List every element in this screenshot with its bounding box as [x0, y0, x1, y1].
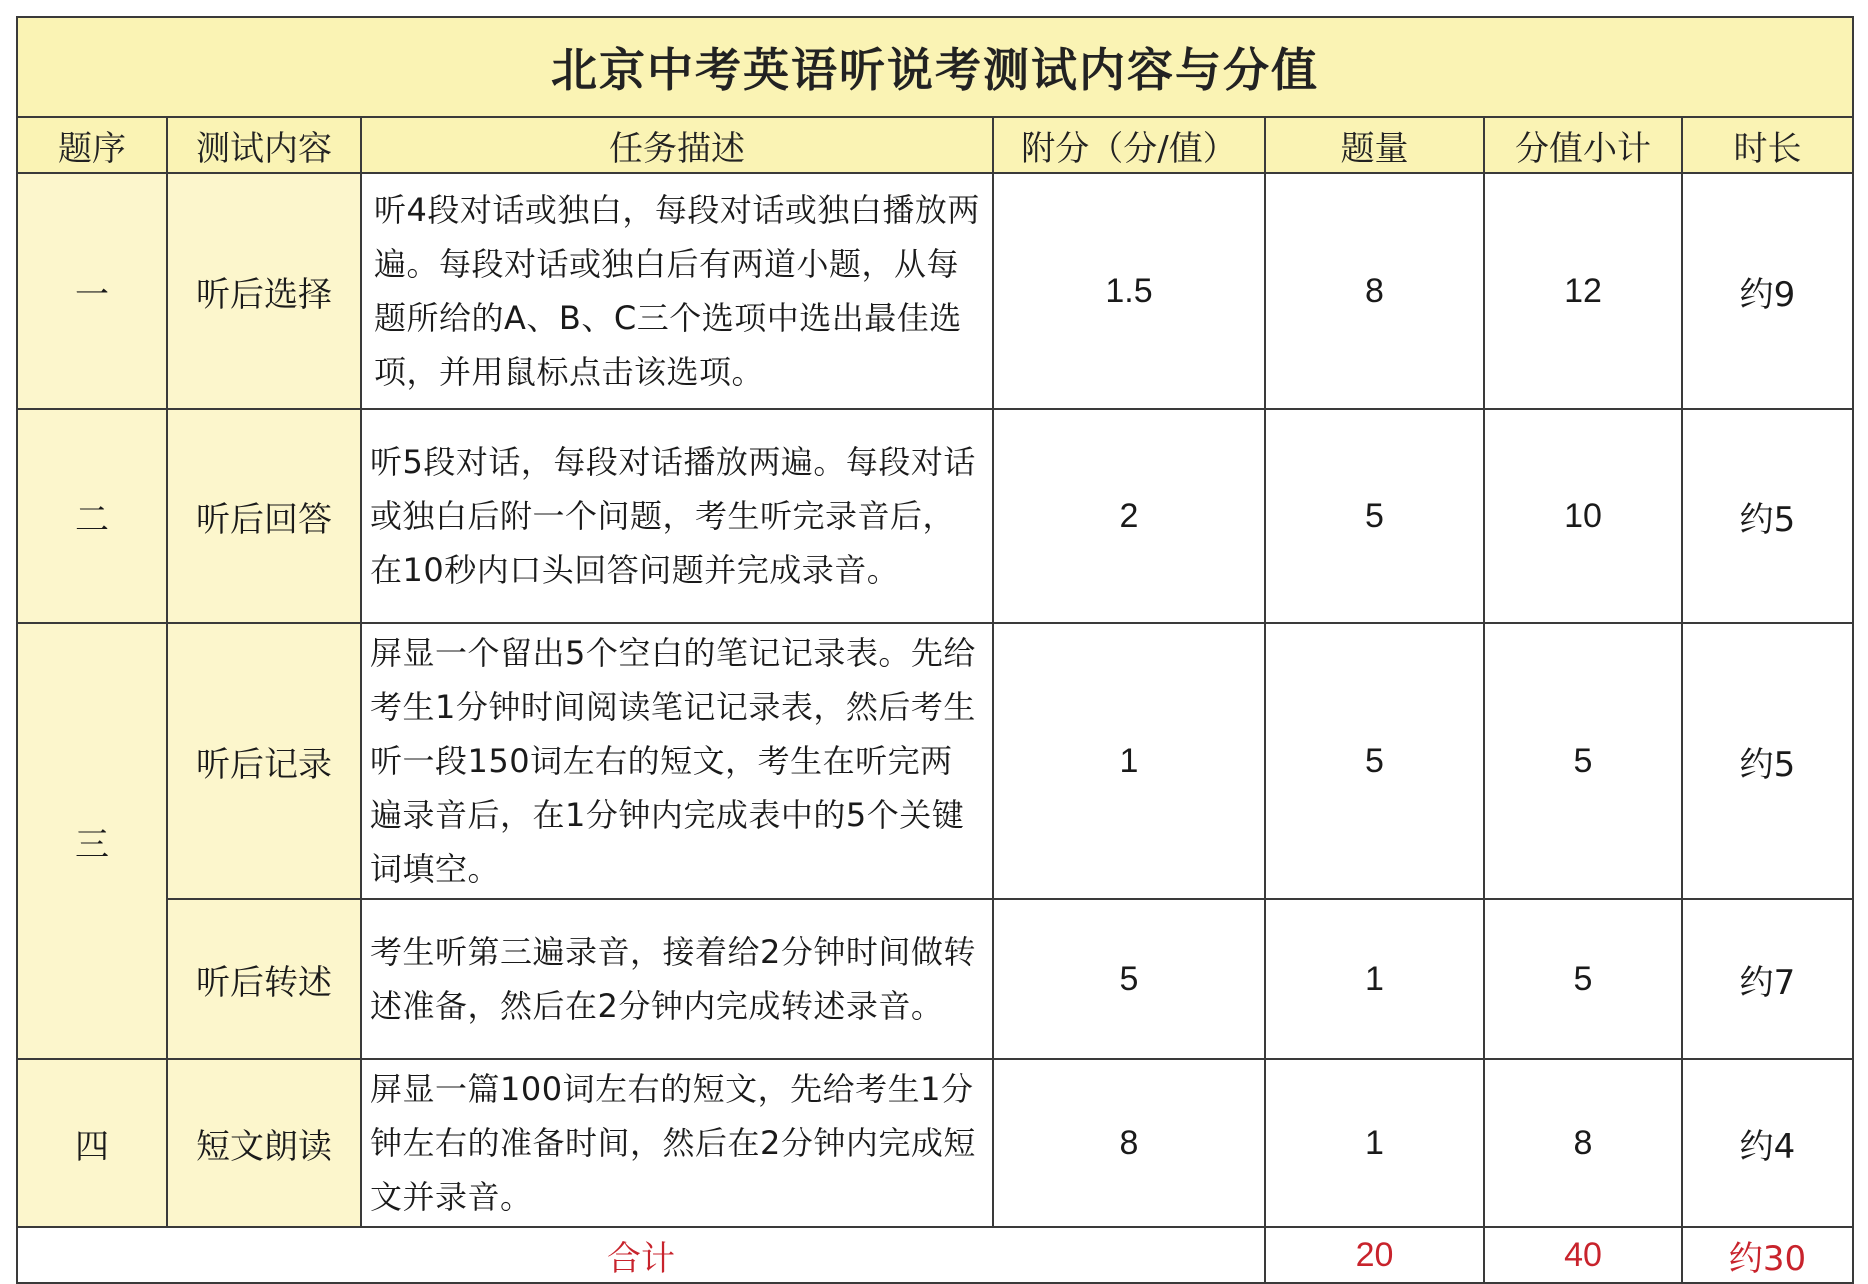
- row-content: 短文朗读: [167, 1059, 361, 1227]
- row-time: 约5: [1682, 623, 1853, 899]
- row-score: 8: [993, 1059, 1265, 1227]
- title-row: [17, 17, 1853, 117]
- row-content: 听后回答: [167, 409, 361, 623]
- table-row: [17, 409, 1853, 623]
- row-time: 约7: [1682, 899, 1853, 1059]
- total-subtotal: 40: [1484, 1227, 1682, 1283]
- header-subtotal: 分值小计: [1484, 117, 1682, 173]
- row-count: 5: [1265, 623, 1484, 899]
- row-score: 5: [993, 899, 1265, 1059]
- row-content: 听后转述: [167, 899, 361, 1059]
- row-time: 约4: [1682, 1059, 1853, 1227]
- row-time: 约9: [1682, 173, 1853, 409]
- row-subtotal: 8: [1484, 1059, 1682, 1227]
- row-description: 考生听第三遍录音，接着给2分钟时间做转述准备，然后在2分钟内完成转述录音。: [361, 899, 993, 1059]
- row-count: 1: [1265, 1059, 1484, 1227]
- total-label: 合计: [17, 1227, 1265, 1283]
- table-row: [17, 1059, 1853, 1227]
- row-order: 四: [17, 1059, 167, 1227]
- row-score: 2: [993, 409, 1265, 623]
- total-row: [17, 1227, 1853, 1283]
- table-row: [17, 623, 1853, 899]
- header-count: 题量: [1265, 117, 1484, 173]
- row-description: 听5段对话，每段对话播放两遍。每段对话或独白后附一个问题，考生听完录音后，在10秒内口头回答问题并完成录音。: [361, 409, 993, 623]
- row-order: 一: [17, 173, 167, 409]
- header-row: [17, 117, 1853, 173]
- row-content: 听后选择: [167, 173, 361, 409]
- row-subtotal: 10: [1484, 409, 1682, 623]
- row-order: 二: [17, 409, 167, 623]
- table-title: 北京中考英语听说考测试内容与分值: [17, 17, 1853, 117]
- row-description: 听4段对话或独白，每段对话或独白播放两遍。每段对话或独白后有两道小题，从每题所给的A、B、C三个选项中选出最佳选项，并用鼠标点击该选项。: [361, 173, 993, 409]
- header-order: 题序: [17, 117, 167, 173]
- row-subtotal: 5: [1484, 899, 1682, 1059]
- row-count: 8: [1265, 173, 1484, 409]
- score-table: [16, 16, 1854, 1284]
- table-row: [17, 899, 1853, 1059]
- table-row: [17, 173, 1853, 409]
- row-time: 约5: [1682, 409, 1853, 623]
- row-count: 5: [1265, 409, 1484, 623]
- row-content: 听后记录: [167, 623, 361, 899]
- row-description: 屏显一个留出5个空白的笔记记录表。先给考生1分钟时间阅读笔记记录表，然后考生听一段150词左右的短文，考生在听完两遍录音后，在1分钟内完成表中的5个关键词填空。: [361, 623, 993, 899]
- row-score: 1: [993, 623, 1265, 899]
- total-count: 20: [1265, 1227, 1484, 1283]
- header-time: 时长: [1682, 117, 1853, 173]
- row-description: 屏显一篇100词左右的短文，先给考生1分钟左右的准备时间，然后在2分钟内完成短文并录音。: [361, 1059, 993, 1227]
- row-subtotal: 5: [1484, 623, 1682, 899]
- total-time: 约30: [1682, 1227, 1853, 1283]
- row-score: 1.5: [993, 173, 1265, 409]
- header-score: 附分（分/值）: [993, 117, 1265, 173]
- header-description: 任务描述: [361, 117, 993, 173]
- row-count: 1: [1265, 899, 1484, 1059]
- row-order: 三: [17, 623, 167, 1059]
- header-content: 测试内容: [167, 117, 361, 173]
- row-subtotal: 12: [1484, 173, 1682, 409]
